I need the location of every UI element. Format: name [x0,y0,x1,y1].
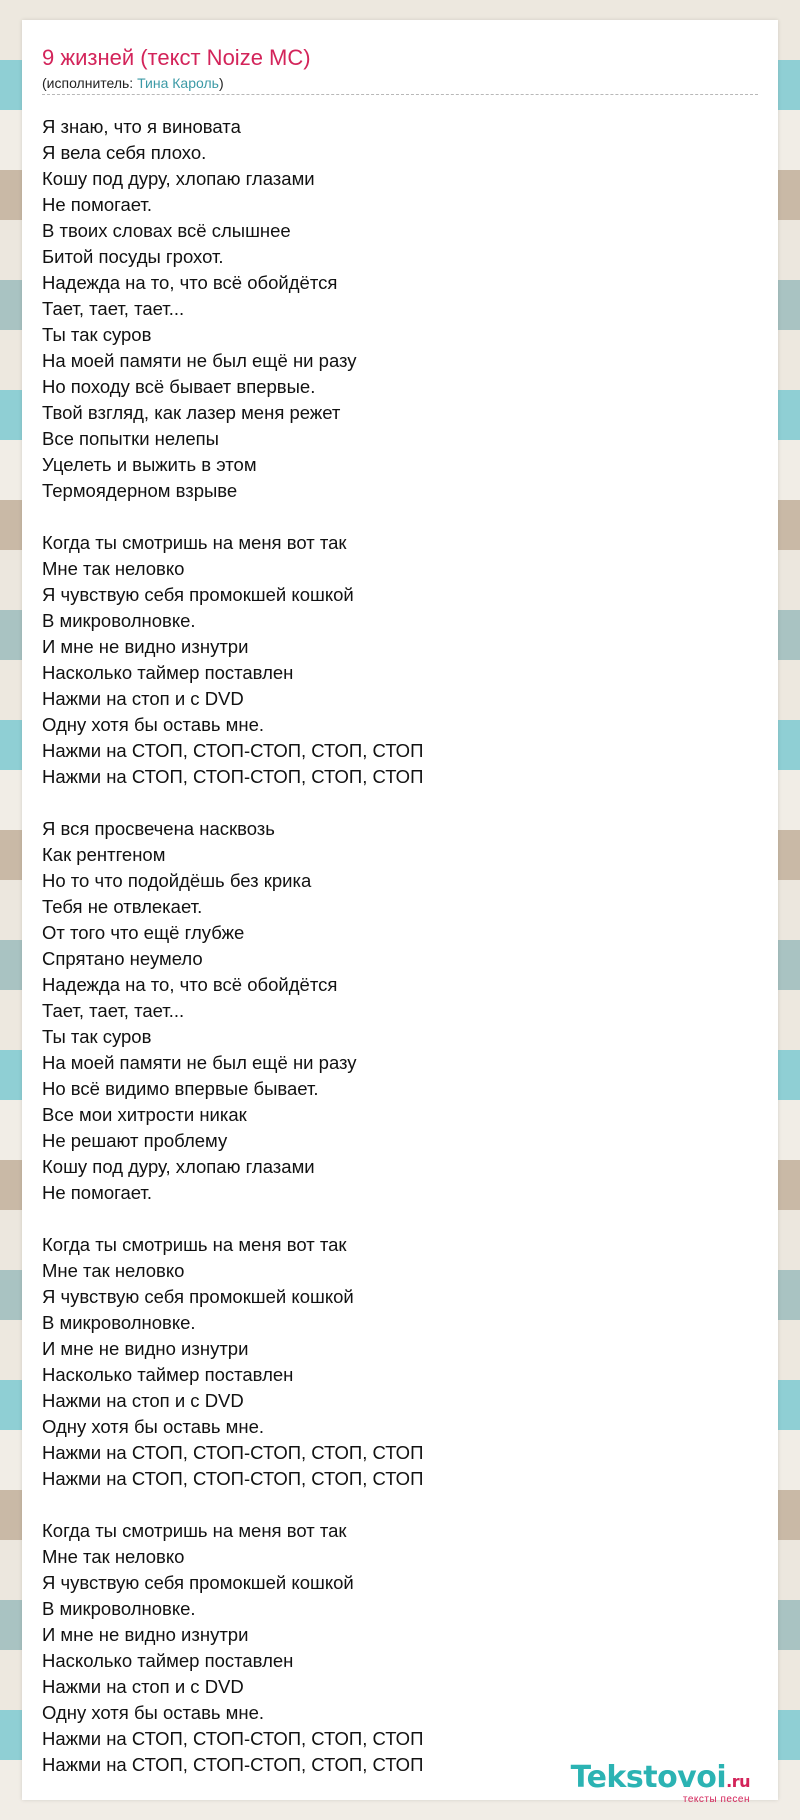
lyric-line: Мне так неловко [42,1260,185,1281]
logo-tagline: тексты песен [682,1794,750,1805]
lyric-line: Когда ты смотришь на меня вот так [42,532,347,553]
lyric-line: В микроволновке. [42,610,196,631]
lyric-line: Нажми на стоп и с DVD [42,1676,244,1697]
lyric-line: Нажми на СТОП, СТОП-СТОП, СТОП, СТОП [42,740,424,761]
song-title: 9 жизней (текст Noize MC) [42,45,311,70]
performer-prefix: (исполнитель: [42,75,138,91]
lyric-line: Я знаю, что я виновата [42,116,241,137]
lyric-line: Кошу под дуру, хлопаю глазами [42,1156,315,1177]
lyric-line: И мне не видно изнутри [42,636,249,657]
lyric-line: Нажми на СТОП, СТОП-СТОП, СТОП, СТОП [42,1442,424,1463]
lyric-line: Когда ты смотришь на меня вот так [42,1234,347,1255]
lyric-line: Тает, тает, тает... [42,298,185,319]
lyric-line: Мне так неловко [42,1546,185,1567]
lyric-line: Битой посуды грохот. [42,246,224,267]
lyric-line: Кошу под дуру, хлопаю глазами [42,168,315,189]
lyric-line: Тебя не отвлекает. [42,896,203,917]
lyric-line: Но походу всё бывает впервые. [42,376,316,397]
performer-line [42,74,758,95]
lyric-line: Когда ты смотришь на меня вот так [42,1520,347,1541]
lyric-line: В микроволновке. [42,1312,196,1333]
logo-name: Tekstovoi [570,1760,727,1795]
lyric-line: Одну хотя бы оставь мне. [42,714,265,735]
lyric-line: Я вся просвечена насквозь [42,818,275,839]
lyrics-card [22,20,778,1805]
lyric-line: Все попытки нелепы [42,428,219,449]
lyric-line: Насколько таймер поставлен [42,1364,294,1385]
lyric-line: Одну хотя бы оставь мне. [42,1416,265,1437]
lyric-line: Я чувствую себя промокшей кошкой [42,1572,354,1593]
lyric-line: И мне не видно изнутри [42,1624,249,1645]
lyric-line: Нажми на стоп и с DVD [42,1390,244,1411]
lyric-line: Насколько таймер поставлен [42,1650,294,1671]
lyric-line: И мне не видно изнутри [42,1338,249,1359]
lyric-line: Твой взгляд, как лазер меня режет [42,402,341,423]
lyric-line: Одну хотя бы оставь мне. [42,1702,265,1723]
performer-link[interactable]: Тина Кароль [137,75,219,91]
site-logo[interactable] [571,1762,750,1805]
lyric-line: Как рентгеном [42,844,166,865]
stanza-break [42,504,742,530]
lyric-line: Насколько таймер поставлен [42,662,294,683]
performer-suffix: ) [218,75,224,91]
lyric-line: Нажми на СТОП, СТОП-СТОП, СТОП, СТОП [42,1754,424,1775]
lyric-line: Спрятано неумело [42,948,203,969]
stanza-break [42,1492,742,1518]
lyric-line: Я чувствую себя промокшей кошкой [42,1286,354,1307]
lyric-line: Я чувствую себя промокшей кошкой [42,584,354,605]
lyric-line: Не помогает. [42,194,152,215]
lyric-line: Нажми на СТОП, СТОП-СТОП, СТОП, СТОП [42,1468,424,1489]
lyric-line: Нажми на СТОП, СТОП-СТОП, СТОП, СТОП [42,766,424,787]
lyric-line: Тает, тает, тает... [42,1000,185,1021]
lyric-line: Уцелеть и выжить в этом [42,454,257,475]
lyric-line: В твоих словах всё слышнее [42,220,291,241]
lyric-line: Я вела себя плохо. [42,142,207,163]
lyric-line: Мне так неловко [42,558,185,579]
lyric-line: Не решают проблему [42,1130,228,1151]
lyric-line: На моей памяти не был ещё ни разу [42,1052,357,1073]
stanza-break [42,1206,742,1232]
lyric-line: Термоядерном взрыве [42,480,238,501]
lyric-line: Ты так суров [42,1026,152,1047]
lyric-line: Не помогает. [42,1182,152,1203]
lyric-line: Но то что подойдёшь без крика [42,870,312,891]
lyric-line: От того что ещё глубже [42,922,245,943]
stanza-break [42,790,742,816]
lyric-line: Надежда на то, что всё обойдётся [42,974,338,995]
lyric-line: Все мои хитрости никак [42,1104,247,1125]
lyric-line: Надежда на то, что всё обойдётся [42,272,338,293]
lyric-line: Нажми на стоп и с DVD [42,688,244,709]
logo-tld: .ru [726,1772,750,1791]
lyric-line: Нажми на СТОП, СТОП-СТОП, СТОП, СТОП [42,1728,424,1749]
lyric-line: В микроволновке. [42,1598,196,1619]
lyric-line: На моей памяти не был ещё ни разу [42,350,357,371]
lyrics-text [42,114,742,1778]
lyric-line: Ты так суров [42,324,152,345]
lyric-line: Но всё видимо впервые бывает. [42,1078,319,1099]
